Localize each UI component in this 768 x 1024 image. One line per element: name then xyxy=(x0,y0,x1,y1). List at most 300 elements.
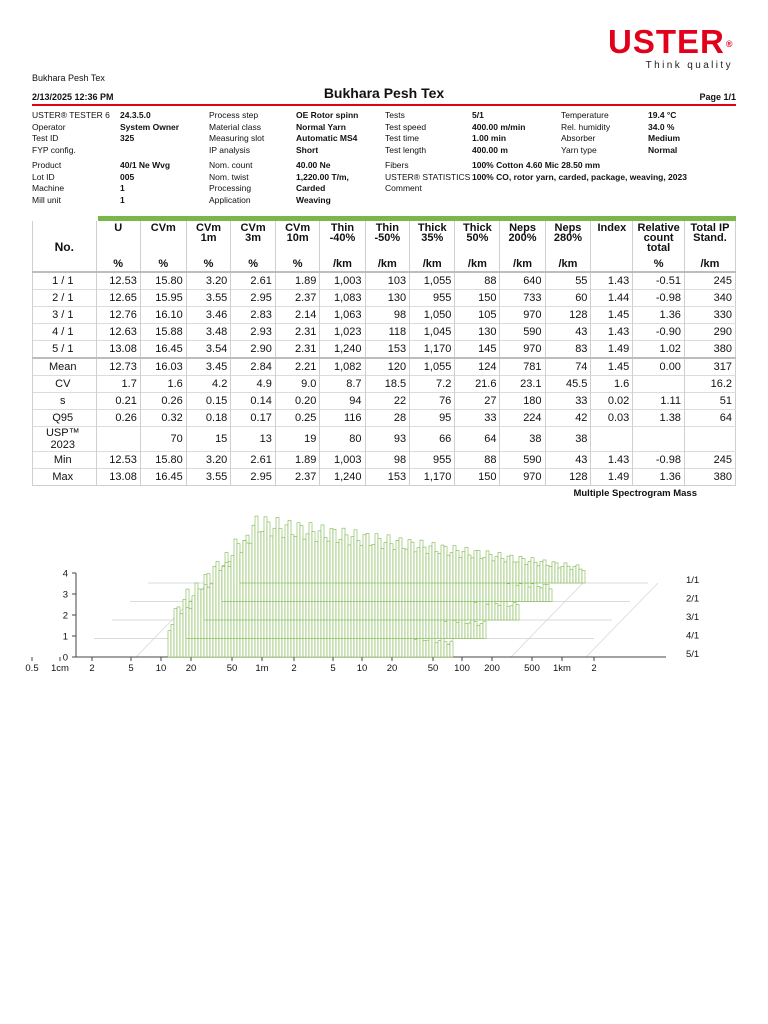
table-cell: 16.10 xyxy=(140,307,186,324)
info-value: 005 xyxy=(120,171,135,182)
stats-row xyxy=(33,358,736,376)
row-label: 5 / 1 xyxy=(33,341,97,359)
y-tick-label: 0 xyxy=(62,652,68,664)
table-cell: 1,055 xyxy=(410,272,455,290)
row-label: 3 / 1 xyxy=(33,307,97,324)
x-tick-label: 200 xyxy=(484,663,500,674)
spectrum-bar xyxy=(222,567,225,602)
table-cell: 60 xyxy=(545,290,591,307)
table-cell: 590 xyxy=(500,324,545,341)
table-cell: 28 xyxy=(365,410,410,427)
table-cell: 105 xyxy=(455,307,500,324)
spectrum-bar xyxy=(429,546,432,583)
series-label: 1/1 xyxy=(686,575,700,586)
row-label: Mean xyxy=(33,358,97,376)
table-cell: 15.88 xyxy=(140,324,186,341)
column-unit: /km xyxy=(500,253,545,272)
spectrum-bar xyxy=(471,619,474,638)
spectrum-bar xyxy=(345,535,348,583)
info-value: Weaving xyxy=(296,194,331,205)
spectrum-bar xyxy=(231,555,234,601)
table-cell: 55 xyxy=(545,272,591,290)
spectrum-bar xyxy=(522,559,525,583)
spectrum-bar xyxy=(411,542,414,583)
spectrum-bar xyxy=(549,566,552,583)
spectrum-bar xyxy=(351,537,354,583)
table-cell: 245 xyxy=(684,272,735,290)
table-cell: 3.20 xyxy=(186,452,231,469)
x-tick-label: 1km xyxy=(553,663,571,674)
spectrum-bar xyxy=(507,584,510,602)
spectrum-bar xyxy=(348,545,351,583)
table-cell xyxy=(684,427,735,452)
spectrum-bar xyxy=(480,623,483,638)
spectrum-bar xyxy=(336,542,339,583)
y-tick-label: 1 xyxy=(62,631,68,643)
spectrum-bar xyxy=(168,631,171,657)
table-cell: 33 xyxy=(545,393,591,410)
column-unit: /km xyxy=(365,253,410,272)
spectrum-bar xyxy=(180,613,183,657)
spectrum-bar xyxy=(534,582,537,602)
table-cell: 118 xyxy=(365,324,410,341)
table-cell: 2.21 xyxy=(275,358,320,376)
info-label: Rel. humidity xyxy=(561,121,611,132)
table-cell: 0.25 xyxy=(275,410,320,427)
spectrum-bar xyxy=(486,604,489,620)
table-cell: 340 xyxy=(684,290,735,307)
spectrum-bar xyxy=(435,552,438,583)
table-cell: 3.45 xyxy=(186,358,231,376)
spectrum-bar xyxy=(495,583,498,601)
table-cell: 3.55 xyxy=(186,469,231,486)
table-cell: 153 xyxy=(365,469,410,486)
spectrum-bar xyxy=(579,569,582,583)
table-cell: 27 xyxy=(455,393,500,410)
spectrum-bar xyxy=(519,556,522,583)
table-row xyxy=(33,341,736,359)
table-cell: 94 xyxy=(320,393,365,410)
table-cell: 98 xyxy=(365,307,410,324)
spectrum-bar xyxy=(429,636,432,657)
spectrum-bar xyxy=(423,618,426,639)
table-cell: 180 xyxy=(500,393,545,410)
column-header: Neps 200% xyxy=(500,221,545,253)
spectrum-bar xyxy=(540,588,543,602)
spectrum-bar xyxy=(333,529,336,583)
info-value: 1.00 min xyxy=(472,133,507,143)
info-label: Test length xyxy=(385,144,427,155)
table-cell: 4.2 xyxy=(186,376,231,393)
info-value: 325 xyxy=(120,133,135,143)
spectrum-bar xyxy=(309,523,312,583)
table-cell: 19 xyxy=(275,427,320,452)
table-cell: 955 xyxy=(410,452,455,469)
table-cell: 38 xyxy=(500,427,545,452)
table-cell: 1.43 xyxy=(591,324,633,341)
table-cell: 1.6 xyxy=(591,376,633,393)
table-cell: 1.49 xyxy=(591,341,633,359)
spectrum-bar xyxy=(498,605,501,620)
spectrum-bar xyxy=(213,566,216,620)
table-cell: 76 xyxy=(410,393,455,410)
info-label: Operator xyxy=(32,121,66,132)
table-cell: 3.54 xyxy=(186,341,231,359)
table-cell: 1.38 xyxy=(633,410,685,427)
page-number: Page 1/1 xyxy=(699,92,736,102)
spectrum-bar xyxy=(468,623,471,638)
spectrum-bar xyxy=(186,607,189,638)
table-cell: 2.93 xyxy=(231,324,276,341)
table-cell: 733 xyxy=(500,290,545,307)
spectrum-bar xyxy=(441,638,444,657)
table-cell: 380 xyxy=(684,469,735,486)
spectrum-bar xyxy=(264,517,267,583)
table-cell: 1.6 xyxy=(140,376,186,393)
spectrum-bar xyxy=(192,596,195,639)
info-label: Fibers xyxy=(385,160,409,170)
spectrum-bar xyxy=(573,567,576,583)
table-cell: 1.7 xyxy=(96,376,140,393)
info-label: Mill unit xyxy=(32,194,61,205)
table-cell: 16.45 xyxy=(140,341,186,359)
table-cell: 590 xyxy=(500,452,545,469)
info-value: 1,220.00 T/m, xyxy=(296,171,349,182)
column-unit: /km xyxy=(455,253,500,272)
spectrum-bar xyxy=(513,602,516,620)
spectrum-bar xyxy=(207,587,210,620)
spectrum-bar xyxy=(540,561,543,583)
column-header-no: No. xyxy=(33,221,97,272)
info-value: Carded xyxy=(296,183,326,193)
table-cell: 1,083 xyxy=(320,290,365,307)
spectrum-bar xyxy=(303,539,306,583)
spectrum-bar xyxy=(447,644,450,657)
spectrum-bar xyxy=(489,601,492,620)
spectrum-bar xyxy=(279,529,282,583)
spectrum-bar xyxy=(477,626,480,639)
info-label: Nom. count xyxy=(209,160,253,170)
table-cell: 0.26 xyxy=(140,393,186,410)
spectrum-bar xyxy=(414,640,417,657)
table-cell: 12.53 xyxy=(96,272,140,290)
table-cell: 1,170 xyxy=(410,341,455,359)
spectrum-bar xyxy=(483,621,486,638)
table-cell: 0.18 xyxy=(186,410,231,427)
spectrum-bar xyxy=(219,571,222,620)
spectrum-bar xyxy=(465,623,468,638)
table-cell: 7.2 xyxy=(410,376,455,393)
row-label: Max xyxy=(33,469,97,486)
table-cell: 130 xyxy=(365,290,410,307)
stats-row xyxy=(33,410,736,427)
spectrum-bar xyxy=(354,530,357,583)
info-value: 19.4 °C xyxy=(648,110,677,120)
spectrum-bar xyxy=(462,618,465,638)
spectrum-bar xyxy=(507,606,510,620)
table-cell: 1,055 xyxy=(410,358,455,376)
spectrum-bar xyxy=(528,562,531,583)
table-cell: 15 xyxy=(186,427,231,452)
spectrum-bar xyxy=(408,539,411,583)
column-unit: % xyxy=(231,253,276,272)
table-cell: 43 xyxy=(545,452,591,469)
table-cell: 380 xyxy=(684,341,735,359)
spectrum-bar xyxy=(567,566,570,583)
table-cell: 1.89 xyxy=(275,272,320,290)
column-header: U xyxy=(96,221,140,253)
spectrum-bar xyxy=(381,548,384,583)
spectrum-bar xyxy=(402,638,405,657)
x-tick-label: 100 xyxy=(454,663,470,674)
spectrum-bar xyxy=(393,550,396,583)
series-label: 4/1 xyxy=(686,630,700,642)
table-cell: 13 xyxy=(231,427,276,452)
table-cell: 23.1 xyxy=(500,376,545,393)
column-unit: % xyxy=(275,253,320,272)
spectrum-bar xyxy=(495,557,498,583)
table-cell: 970 xyxy=(500,469,545,486)
spectrum-bar xyxy=(390,636,393,657)
spectrum-bar xyxy=(297,523,300,583)
info-label: Tests xyxy=(385,110,405,120)
table-row xyxy=(33,324,736,341)
table-cell: 21.6 xyxy=(455,376,500,393)
spectrum-bar xyxy=(306,534,309,583)
spectrum-bar xyxy=(534,562,537,583)
spectrum-bar xyxy=(456,623,459,639)
table-cell: 1.45 xyxy=(591,358,633,376)
spectrum-bar xyxy=(366,533,369,583)
info-label: Process step xyxy=(209,110,259,120)
spectrum-bar xyxy=(495,603,498,620)
table-cell: 13.08 xyxy=(96,469,140,486)
spectrum-bar xyxy=(558,568,561,583)
spectrum-bar xyxy=(447,618,450,639)
spectrum-bar xyxy=(276,517,279,583)
spectrum-bar xyxy=(450,553,453,583)
table-cell: 64 xyxy=(684,410,735,427)
y-tick-label: 3 xyxy=(62,589,68,601)
column-header: Neps 280% xyxy=(545,221,591,253)
spectrum-bar xyxy=(453,620,456,638)
spectrum-bar xyxy=(531,558,534,583)
x-tick-label: 500 xyxy=(524,663,540,674)
spectrogram-chart xyxy=(25,500,740,685)
column-unit: % xyxy=(96,253,140,272)
table-cell: 1,240 xyxy=(320,341,365,359)
info-label: Measuring slot xyxy=(209,133,265,143)
spectrum-bar xyxy=(285,525,288,583)
table-cell: 130 xyxy=(455,324,500,341)
y-tick-label: 4 xyxy=(62,568,68,580)
series-label: 3/1 xyxy=(686,612,700,623)
table-cell: 0.02 xyxy=(591,393,633,410)
info-value: System Owner xyxy=(120,121,180,132)
spectrum-bar xyxy=(183,599,186,657)
table-cell: 51 xyxy=(684,393,735,410)
info-label: Test time xyxy=(385,133,420,143)
table-cell: 95 xyxy=(410,410,455,427)
spectrum-bar xyxy=(492,561,495,583)
table-cell: 0.32 xyxy=(140,410,186,427)
table-cell: 0.17 xyxy=(231,410,276,427)
spectrum-bar xyxy=(363,535,366,583)
table-cell xyxy=(591,427,633,452)
results-table xyxy=(32,221,736,486)
spectrum-bar xyxy=(246,543,249,583)
table-cell: 12.73 xyxy=(96,358,140,376)
spectrum-bar xyxy=(189,609,192,639)
spectrum-bar xyxy=(243,540,246,583)
info-value: 1 xyxy=(120,194,125,205)
spectrum-bar xyxy=(456,551,459,583)
spectrum-bar xyxy=(549,589,552,602)
table-cell: 2.37 xyxy=(275,469,320,486)
table-cell: 153 xyxy=(365,341,410,359)
info-label: IP analysis xyxy=(209,144,250,155)
spectrum-bar xyxy=(249,543,252,583)
table-cell xyxy=(633,376,685,393)
column-header: Thick 35% xyxy=(410,221,455,253)
table-cell: 317 xyxy=(684,358,735,376)
table-cell: 15.80 xyxy=(140,452,186,469)
spectrum-bar xyxy=(447,555,450,583)
info-label: USTER® STATISTICS xyxy=(385,171,471,182)
table-cell: 124 xyxy=(455,358,500,376)
x-tick-label: 5 xyxy=(128,663,134,674)
table-cell: 42 xyxy=(545,410,591,427)
info-label: Nom. twist xyxy=(209,171,249,182)
series-label: 2/1 xyxy=(686,593,700,605)
spectrum-bar xyxy=(174,609,177,657)
spectrum-bar xyxy=(327,541,330,583)
spectrum-bar xyxy=(576,565,579,583)
column-unit: /km xyxy=(320,253,365,272)
spectrum-bar xyxy=(372,544,375,583)
info-value: 40/1 Ne Wvg xyxy=(120,160,171,170)
table-cell: 1,170 xyxy=(410,469,455,486)
info-label: Machine xyxy=(32,183,65,193)
spectrum-bar xyxy=(510,555,513,583)
spectrum-bar xyxy=(444,621,447,638)
table-cell: 290 xyxy=(684,324,735,341)
table-cell: 43 xyxy=(545,324,591,341)
spectrum-bar xyxy=(426,640,429,657)
table-cell: 22 xyxy=(365,393,410,410)
spectrogram-title: Multiple Spectrogram Mass xyxy=(573,488,697,499)
spectrum-bar xyxy=(204,585,207,620)
table-cell: 150 xyxy=(455,469,500,486)
x-tick-label: 1cm xyxy=(51,663,69,674)
table-cell: 2.37 xyxy=(275,290,320,307)
spectrum-bar xyxy=(525,564,528,583)
column-header: Relative count total xyxy=(633,221,685,253)
table-cell: 1.36 xyxy=(633,469,685,486)
info-label: Application xyxy=(209,194,251,205)
spectrum-bar xyxy=(270,536,273,583)
spectrum-bar xyxy=(441,545,444,583)
info-label: Material class xyxy=(209,121,261,132)
table-cell: 2.31 xyxy=(275,324,320,341)
table-cell: 0.14 xyxy=(231,393,276,410)
column-header: Thick 50% xyxy=(455,221,500,253)
table-cell: 12.65 xyxy=(96,290,140,307)
info-value: 1 xyxy=(120,183,125,193)
spectrum-bar xyxy=(357,541,360,583)
table-cell: 3.55 xyxy=(186,290,231,307)
table-cell: 2.90 xyxy=(231,341,276,359)
table-cell: 8.7 xyxy=(320,376,365,393)
spectrum-bar xyxy=(435,643,438,657)
table-cell: 3.20 xyxy=(186,272,231,290)
column-header: CVm 1m xyxy=(186,221,231,253)
table-cell: 9.0 xyxy=(275,376,320,393)
table-cell: 955 xyxy=(410,290,455,307)
x-tick-label: 1m xyxy=(255,663,269,674)
info-label: Test speed xyxy=(385,121,427,132)
table-cell: 2.61 xyxy=(231,452,276,469)
table-cell: 1,082 xyxy=(320,358,365,376)
table-cell: 12.53 xyxy=(96,452,140,469)
table-row xyxy=(33,272,736,290)
table-cell: 64 xyxy=(455,427,500,452)
spectrum-bar xyxy=(423,547,426,583)
info-value: 100% Cotton 4.60 Mic 28.50 mm xyxy=(472,160,601,170)
info-value: 5/1 xyxy=(472,110,484,120)
table-cell: 0.00 xyxy=(633,358,685,376)
spectrum-bar xyxy=(252,525,255,583)
table-cell: 0.03 xyxy=(591,410,633,427)
info-label: Temperature xyxy=(561,110,609,120)
spectrum-bar xyxy=(435,618,438,639)
row-label: Q95 xyxy=(33,410,97,427)
spectrum-bar xyxy=(546,585,549,602)
spectrum-bar xyxy=(471,558,474,583)
table-cell: 150 xyxy=(455,290,500,307)
spectrum-bar xyxy=(318,531,321,583)
spectrum-bar xyxy=(537,586,540,601)
table-cell: 1.44 xyxy=(591,290,633,307)
table-cell: 1,003 xyxy=(320,452,365,469)
spectrum-bar xyxy=(582,570,585,583)
spectrum-bar xyxy=(294,536,297,583)
spectrum-bar xyxy=(258,532,261,583)
column-unit xyxy=(591,253,633,272)
table-cell: 2.31 xyxy=(275,341,320,359)
spectrum-bar xyxy=(210,584,213,620)
spectrum-bar xyxy=(234,539,237,601)
table-cell: 103 xyxy=(365,272,410,290)
table-cell: 16.03 xyxy=(140,358,186,376)
table-cell xyxy=(633,427,685,452)
info-label: FYP config. xyxy=(32,144,76,155)
table-cell: 245 xyxy=(684,452,735,469)
spectrum-bar xyxy=(195,583,198,639)
table-cell: 1.02 xyxy=(633,341,685,359)
spectrum-bar xyxy=(432,543,435,583)
table-cell: 33 xyxy=(455,410,500,427)
spectrum-bar xyxy=(450,641,453,657)
info-label: Comment xyxy=(385,183,422,193)
table-cell: 1,045 xyxy=(410,324,455,341)
spectrum-bar xyxy=(444,546,447,583)
spectrum-bar xyxy=(483,557,486,583)
info-value: 24.3.5.0 xyxy=(120,110,151,120)
table-cell: 15.95 xyxy=(140,290,186,307)
info-value: 34.0 % xyxy=(648,121,675,132)
info-value: 400.00 m/min xyxy=(472,121,526,132)
